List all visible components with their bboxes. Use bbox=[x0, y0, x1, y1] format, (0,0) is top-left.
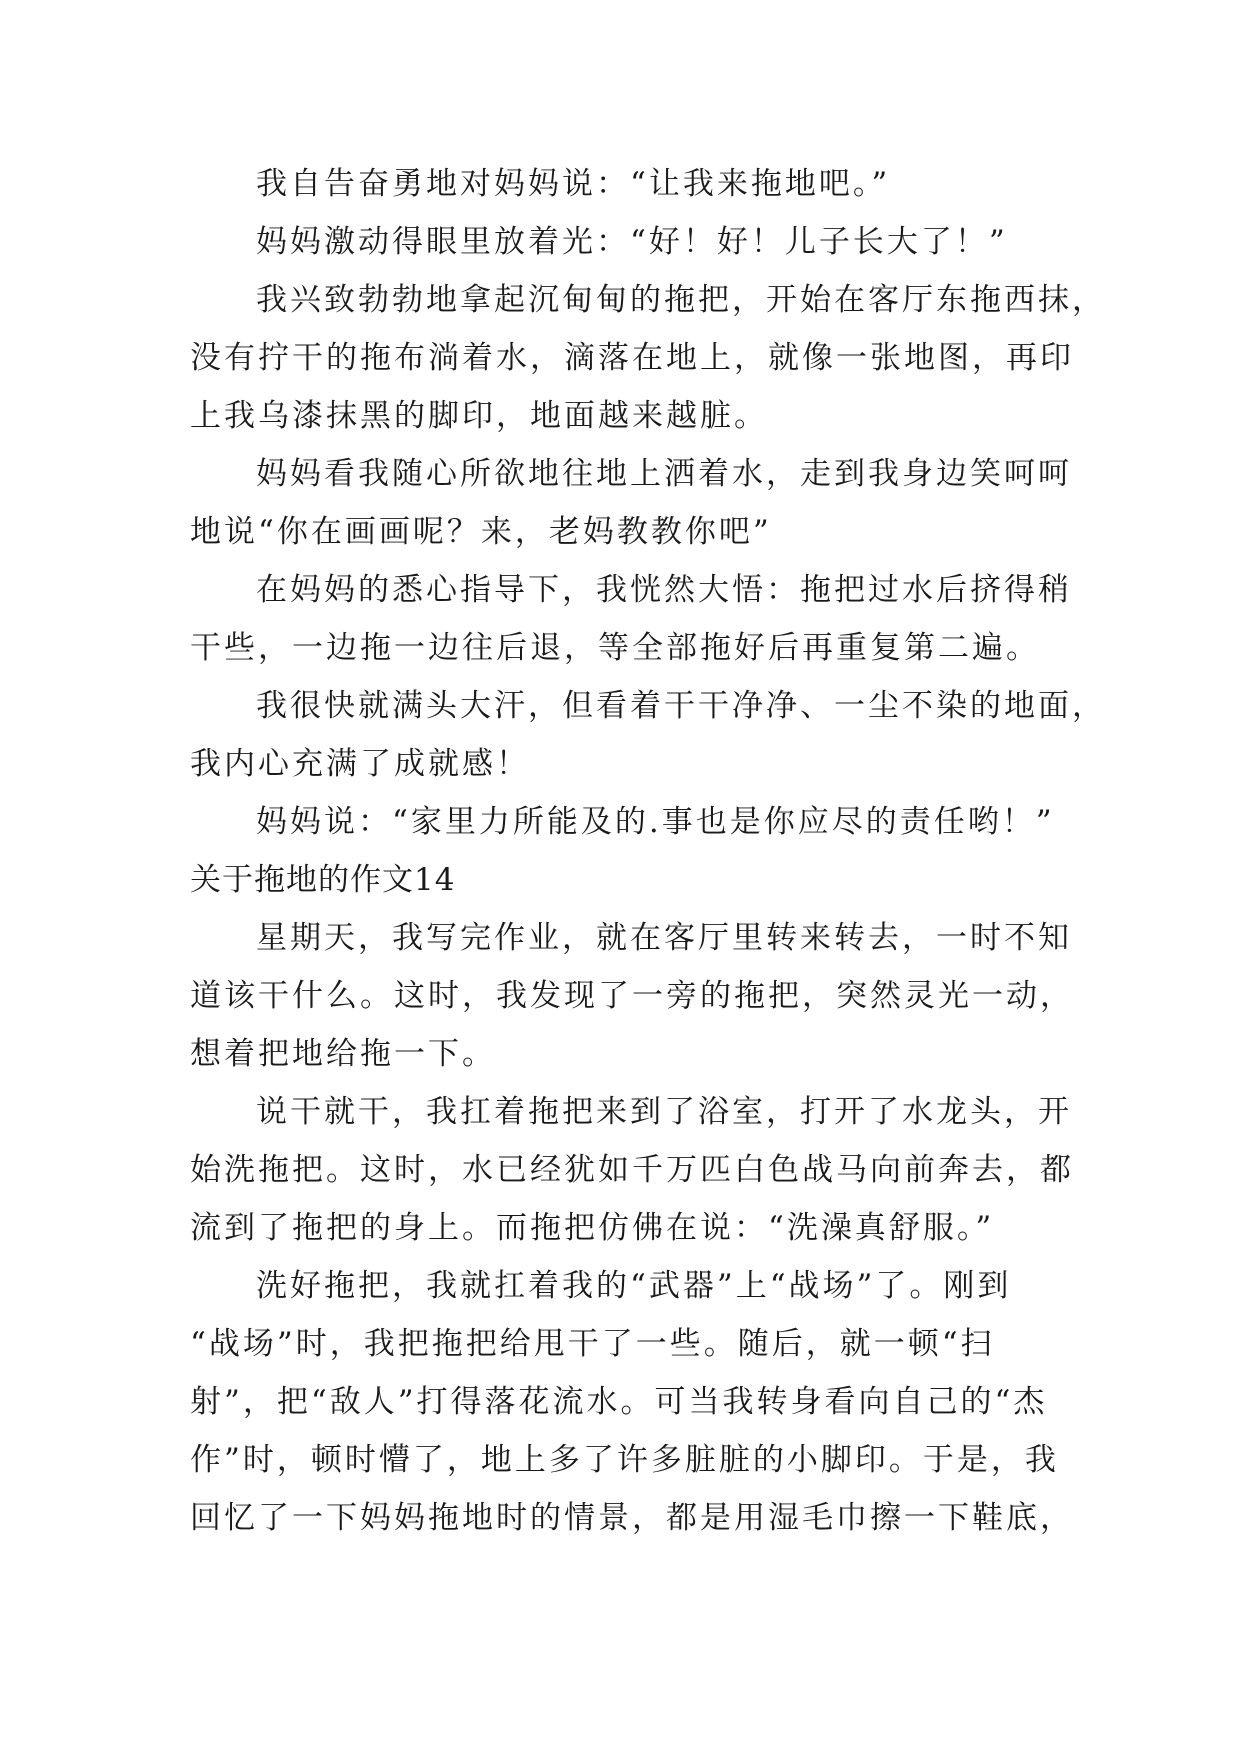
text-line: 我自告奋勇地对妈妈说：“让我来拖地吧。” bbox=[256, 166, 891, 202]
essay-body bbox=[190, 155, 1106, 1547]
text-line: 说干就干，我扛着拖把来到了浴室，打开了水龙头，开 bbox=[256, 1094, 1072, 1130]
text-line: 星期天，我写完作业，就在客厅里转来转去，一时不知 bbox=[256, 920, 1072, 956]
text-line: 干些，一边拖一边往后退，等全部拖好后再重复第二遍。 bbox=[190, 630, 1040, 666]
text-line: 上我乌漆抹黑的脚印，地面越来越脏。 bbox=[190, 398, 768, 434]
text-line: 想着把地给拖一下。 bbox=[190, 1036, 496, 1072]
text-line: 道该干什么。这时，我发现了一旁的拖把，突然灵光一动， bbox=[190, 978, 1074, 1014]
text-line: 在妈妈的悉心指导下，我恍然大悟：拖把过水后挤得稍 bbox=[256, 572, 1072, 608]
text-line: 我内心充满了成就感！ bbox=[190, 746, 530, 782]
text-line: 回忆了一下妈妈拖地时的情景，都是用湿毛巾擦一下鞋底， bbox=[190, 1500, 1074, 1536]
text-line: 我兴致勃勃地拿起沉甸甸的拖把，开始在客厅东拖西抹， bbox=[256, 282, 1106, 318]
section-heading: 关于拖地的作文14 bbox=[190, 862, 456, 898]
text-line: 射”，把“敌人”打得落花流水。可当我转身看向自己的“杰 bbox=[190, 1384, 1048, 1420]
text-line: 流到了拖把的身上。而拖把仿佛在说：“洗澡真舒服。” bbox=[190, 1210, 995, 1246]
text-line: 作”时，顿时懵了，地上多了许多脏脏的小脚印。于是，我 bbox=[190, 1442, 1059, 1478]
text-line: 妈妈激动得眼里放着光：“好！好！儿子长大了！” bbox=[256, 224, 1008, 260]
text-line: 我很快就满头大汗，但看着干干净净、一尘不染的地面， bbox=[256, 688, 1106, 724]
text-line: 没有拧干的拖布淌着水，滴落在地上，就像一张地图，再印 bbox=[190, 340, 1074, 376]
text-line: 始洗拖把。这时，水已经犹如千万匹白色战马向前奔去，都 bbox=[190, 1152, 1074, 1188]
text-line: “战场”时，我把拖把给甩干了一些。随后，就一顿“扫 bbox=[190, 1326, 995, 1362]
text-line: 妈妈看我随心所欲地往地上洒着水，走到我身边笑呵呵 bbox=[256, 456, 1072, 492]
text-line: 地说“你在画画呢？来，老妈教教你吧” bbox=[190, 514, 772, 550]
text-line: 妈妈说：“家里力所能及的.事也是你应尽的责任哟！” bbox=[256, 804, 1055, 840]
text-line: 洗好拖把，我就扛着我的“武器”上“战场”了。刚到 bbox=[256, 1268, 1012, 1304]
